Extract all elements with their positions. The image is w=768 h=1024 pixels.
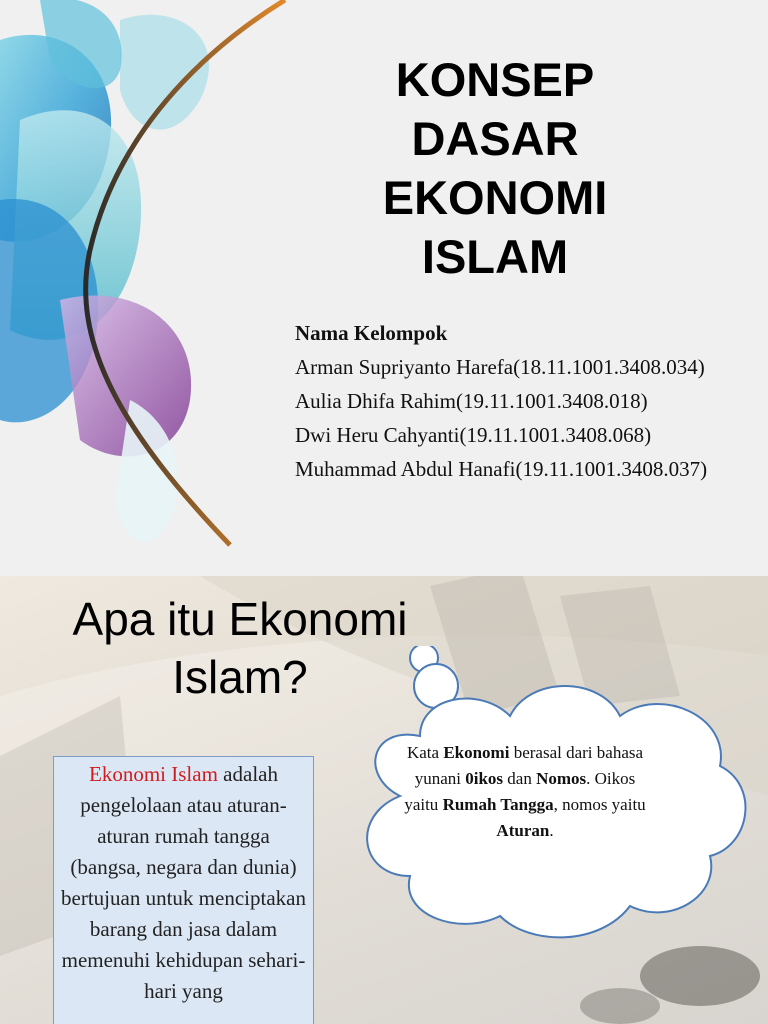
cloud-text-bold: Aturan bbox=[496, 821, 550, 840]
group-members bbox=[295, 316, 768, 486]
cloud-text-part: . Oikos yaitu bbox=[404, 769, 636, 814]
heading-line: Apa itu Ekonomi bbox=[72, 593, 408, 645]
slide-title bbox=[330, 50, 660, 286]
cloud-text-part: berasal dari bahasa yunani bbox=[414, 743, 644, 788]
definition-text: adalah pengelolaan atau aturan-aturan rumah tangga (bangsa, negara dan dunia) bertujuan untuk menciptakan barang dan jasa dalam memenuhi kehidupan sehari-hari yang bbox=[61, 762, 306, 1003]
group-heading: Nama Kelompok bbox=[295, 321, 448, 345]
cloud-text-part: dan bbox=[503, 769, 537, 788]
title-line: ISLAM bbox=[421, 230, 569, 283]
cloud-text-part: , nomos yaitu bbox=[553, 795, 646, 814]
cloud-text-bold: Rumah Tangga bbox=[442, 795, 554, 814]
member-item: Muhammad Abdul Hanafi(19.11.1001.3408.037) bbox=[295, 457, 708, 481]
member-item: Aulia Dhifa Rahim(19.11.1001.3408.018) bbox=[295, 389, 648, 413]
definition-term: Ekonomi Islam bbox=[89, 762, 218, 786]
title-line: EKONOMI bbox=[382, 171, 608, 224]
cloud-text-part: . bbox=[549, 821, 554, 840]
feather-illustration bbox=[0, 0, 300, 576]
definition-textbox bbox=[53, 756, 314, 1024]
title-line: KONSEP bbox=[395, 53, 595, 106]
content-slide bbox=[0, 576, 768, 1024]
member-item: Arman Supriyanto Harefa(18.11.1001.3408.034) bbox=[295, 355, 705, 379]
member-item: Dwi Heru Cahyanti(19.11.1001.3408.068) bbox=[295, 423, 652, 447]
cloud-text-bold: Ekonomi bbox=[443, 743, 510, 762]
title-line: DASAR bbox=[411, 112, 579, 165]
cloud-text-part: Kata bbox=[406, 743, 444, 762]
cloud-text bbox=[400, 740, 650, 844]
heading-line: Islam? bbox=[172, 651, 308, 703]
cloud-text-bold: 0ikos bbox=[465, 769, 504, 788]
cloud-text-bold: Nomos bbox=[536, 769, 587, 788]
